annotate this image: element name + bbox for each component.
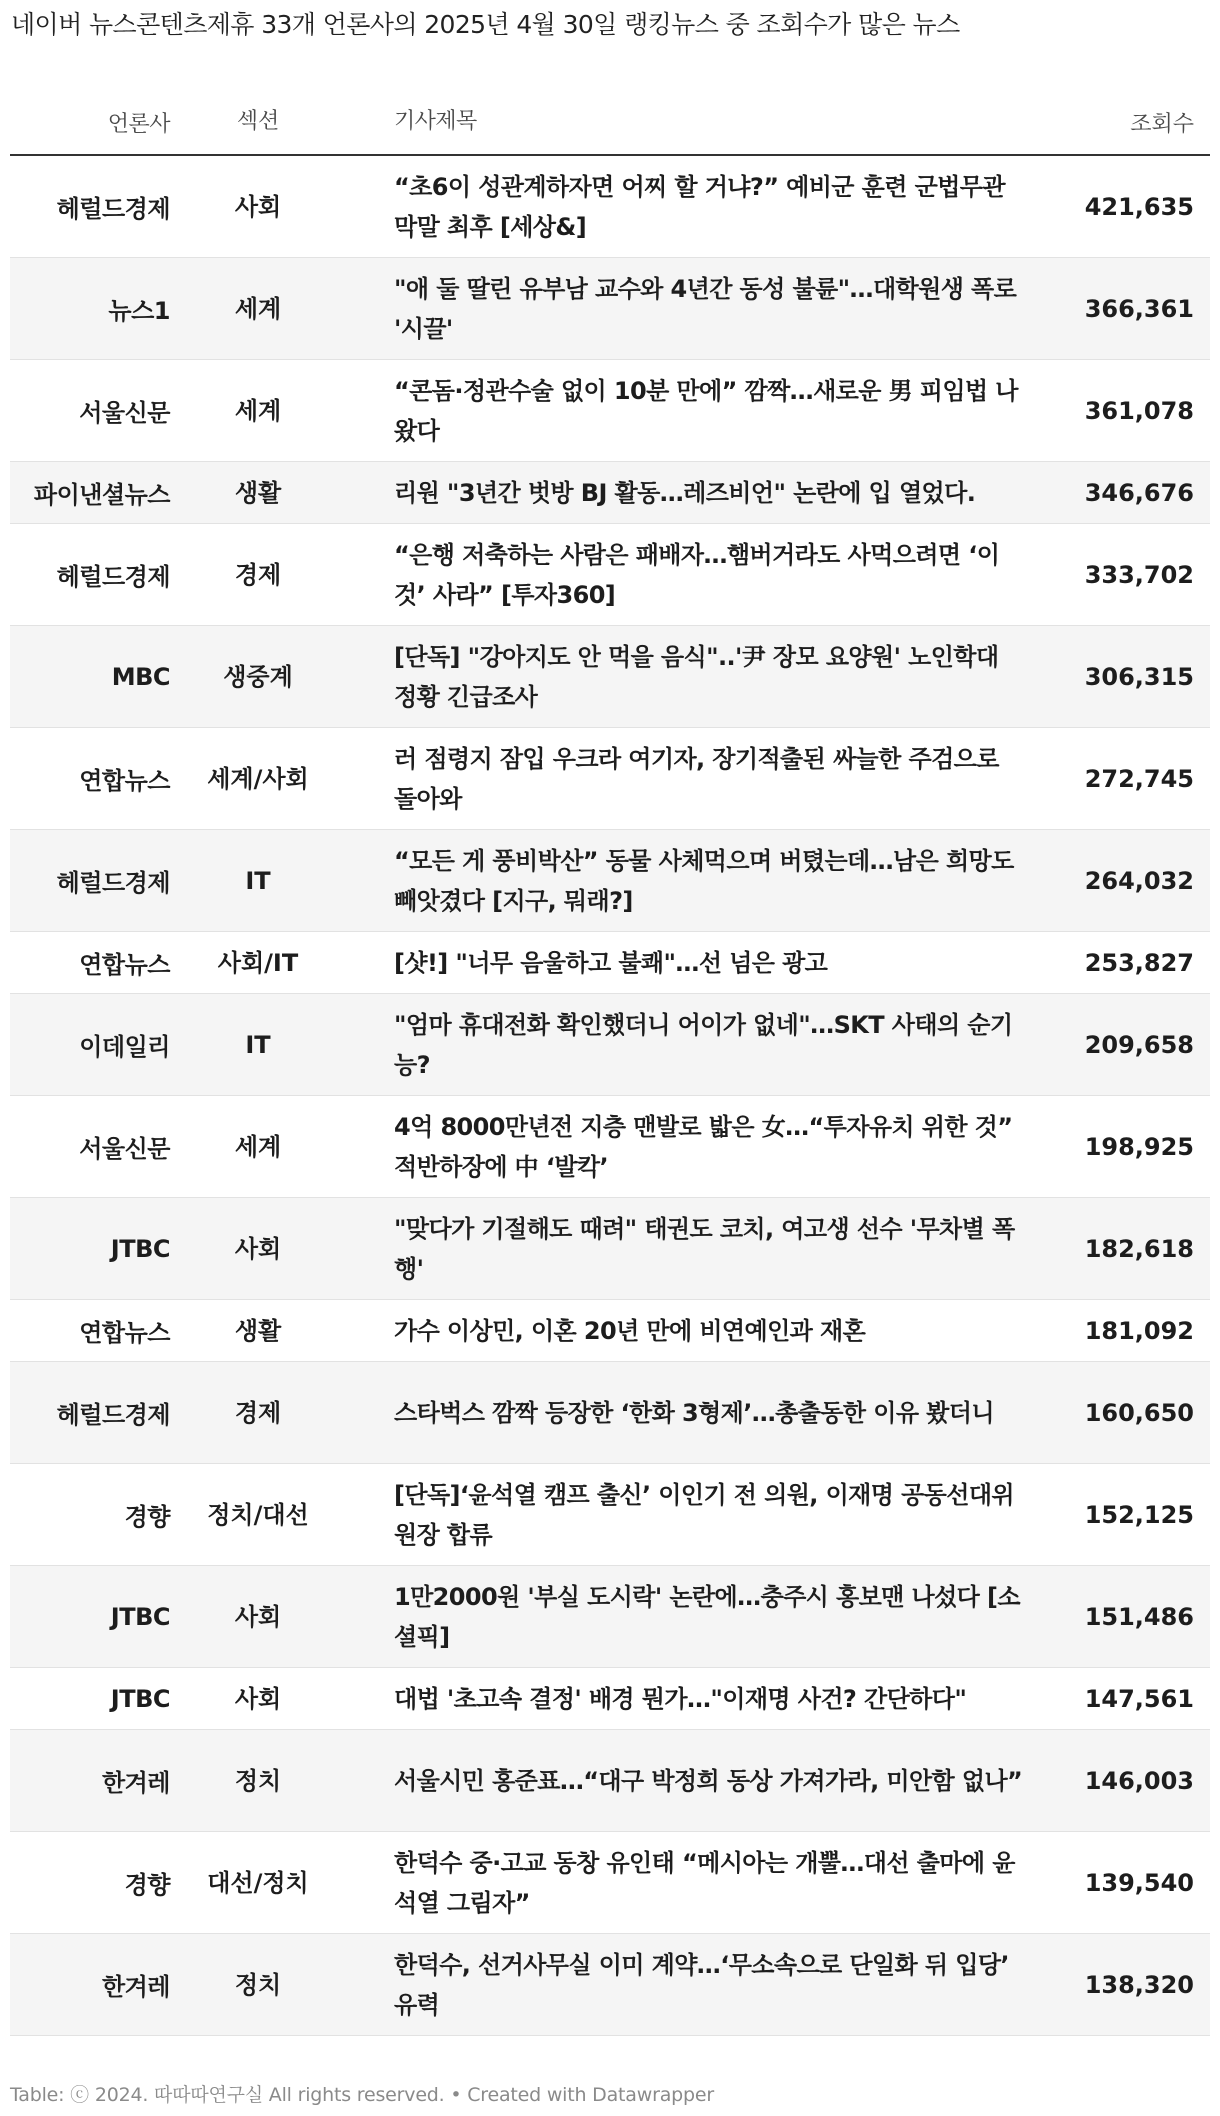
views-cell: 182,618 (1084, 1234, 1194, 1263)
outlet-cell: 경향 (124, 1503, 170, 1531)
header-section[interactable]: 섹션 (236, 109, 280, 134)
ranking-table (10, 90, 1210, 2036)
outlet-cell: 한겨레 (101, 1973, 170, 2001)
table-row (10, 830, 1210, 932)
table-row (10, 1566, 1210, 1668)
outlet-cell: 헤럴드경제 (56, 869, 170, 897)
section-cell: 경제 (234, 1398, 282, 1427)
table-footer: Table: ⓒ 2024. 따따따연구실 All rights reserved. • Created with Datawrapper (10, 2084, 714, 2106)
outlet-cell: 연합뉴스 (79, 767, 170, 795)
table-row (10, 1730, 1210, 1832)
section-cell: 사회/IT (217, 948, 299, 977)
outlet-cell: 이데일리 (79, 1033, 170, 1061)
views-cell: 139,540 (1084, 1868, 1194, 1897)
views-cell: 264,032 (1084, 866, 1194, 895)
table-row (10, 1668, 1210, 1730)
article-title-cell: 스타벅스 깜짝 등장한 ‘한화 3형제’…총출동한 이유 봤더니 (394, 1398, 994, 1427)
table-row (10, 462, 1210, 524)
article-title-cell: [단독] "강아지도 안 먹을 음식"..'尹 장모 요양원' 노인학대 정황 긴급조사 (394, 642, 999, 711)
header-article-title[interactable]: 기사제목 (394, 109, 477, 134)
table-row (10, 1300, 1210, 1362)
header-views[interactable]: 조회수 (1130, 111, 1194, 137)
article-title-cell: 서울시민 홍준표…“대구 박정희 동상 가져가라, 미안함 없나” (394, 1766, 1023, 1795)
section-cell: 경제 (234, 560, 282, 589)
views-cell: 160,650 (1084, 1398, 1194, 1427)
table-row (10, 1362, 1210, 1464)
views-cell: 147,561 (1084, 1684, 1194, 1713)
section-cell: 세계 (234, 1132, 282, 1161)
section-cell: 정치 (234, 1970, 282, 1999)
section-cell: 생중계 (223, 662, 293, 691)
outlet-cell: MBC (111, 662, 170, 691)
section-cell: IT (245, 866, 271, 895)
article-title-cell: 리원 "3년간 벗방 BJ 활동…레즈비언" 논란에 입 열었다. (394, 478, 976, 507)
section-cell: 대선/정치 (207, 1868, 309, 1897)
outlet-cell: 연합뉴스 (79, 951, 170, 979)
section-cell: 세계 (234, 396, 282, 425)
outlet-cell: JTBC (110, 1602, 170, 1631)
article-title-cell: 4억 8000만년전 지층 맨발로 밟은 女…“투자유치 위한 것” 적반하장에 中 ‘발칵’ (394, 1112, 1013, 1181)
article-title-cell: 가수 이상민, 이혼 20년 만에 비연예인과 재혼 (394, 1316, 866, 1345)
table-body (10, 156, 1210, 2036)
views-cell: 253,827 (1084, 948, 1194, 977)
article-title-cell: "엄마 휴대전화 확인했더니 어이가 없네"…SKT 사태의 순기능? (394, 1010, 1013, 1079)
article-title-cell: 1만2000원 '부실 도시락' 논란에…충주시 홍보맨 나섰다 [소셜픽] (394, 1582, 1020, 1651)
article-title-cell: “콘돔·정관수술 없이 10분 만에” 깜짝…새로운 男 피임법 나왔다 (394, 376, 1018, 445)
section-cell: 사회 (234, 192, 282, 221)
article-title-cell: “초6이 성관계하자면 어찌 할 거냐?” 예비군 훈련 군법무관 막말 최후 [세상&] (394, 172, 1005, 241)
article-title-cell: “은행 저축하는 사람은 패배자…햄버거라도 사먹으려면 ‘이것’ 사라” [투자360] (394, 540, 1000, 609)
section-cell: 사회 (234, 1684, 282, 1713)
table-header (10, 90, 1210, 156)
article-title-cell: "애 둘 딸린 유부남 교수와 4년간 동성 불륜"…대학원생 폭로 '시끌' (394, 274, 1017, 343)
views-cell: 346,676 (1084, 478, 1194, 507)
article-title-cell: 러 점령지 잠입 우크라 여기자, 장기적출된 싸늘한 주검으로 돌아와 (394, 744, 999, 813)
section-cell: 생활 (234, 1316, 282, 1345)
table-row (10, 626, 1210, 728)
article-title-cell: "맞다가 기절해도 때려" 태권도 코치, 여고생 선수 '무차별 폭행' (394, 1214, 1015, 1283)
outlet-cell: 헤럴드경제 (56, 563, 170, 591)
outlet-cell: 헤럴드경제 (56, 1401, 170, 1429)
article-title-cell: 한덕수, 선거사무실 이미 계약…‘무소속으로 단일화 뒤 입당’ 유력 (394, 1950, 1009, 2019)
section-cell: 세계/사회 (207, 764, 309, 793)
views-cell: 209,658 (1084, 1030, 1194, 1059)
article-title-cell: 대법 '초고속 결정' 배경 뭔가…"이재명 사건? 간단하다" (394, 1684, 967, 1713)
views-cell: 421,635 (1084, 192, 1194, 221)
section-cell: 사회 (234, 1602, 282, 1631)
views-cell: 306,315 (1084, 662, 1194, 691)
table-row (10, 360, 1210, 462)
section-cell: 생활 (234, 478, 282, 507)
table-row (10, 258, 1210, 360)
outlet-cell: 경향 (124, 1871, 170, 1899)
section-cell: IT (245, 1030, 271, 1059)
table-row (10, 1832, 1210, 1934)
table-row (10, 994, 1210, 1096)
views-cell: 181,092 (1084, 1316, 1194, 1345)
section-cell: 정치 (234, 1766, 282, 1795)
outlet-cell: JTBC (110, 1684, 170, 1713)
table-row (10, 1198, 1210, 1300)
table-row (10, 932, 1210, 994)
chart-title: 네이버 뉴스콘텐츠제휴 33개 언론사의 2025년 4월 30일 랭킹뉴스 중 조회수가 많은 뉴스 (11, 10, 960, 39)
table-row (10, 1096, 1210, 1198)
table-row (10, 524, 1210, 626)
outlet-cell: 한겨레 (101, 1769, 170, 1797)
table-row (10, 1934, 1210, 2036)
views-cell: 272,745 (1084, 764, 1194, 793)
views-cell: 151,486 (1084, 1602, 1194, 1631)
outlet-cell: JTBC (110, 1234, 170, 1263)
table-row (10, 156, 1210, 258)
section-cell: 세계 (234, 294, 282, 323)
views-cell: 152,125 (1084, 1500, 1194, 1529)
views-cell: 333,702 (1084, 560, 1194, 589)
outlet-cell: 연합뉴스 (79, 1319, 170, 1347)
section-cell: 정치/대선 (207, 1500, 309, 1529)
views-cell: 146,003 (1084, 1766, 1194, 1795)
views-cell: 198,925 (1084, 1132, 1194, 1161)
article-title-cell: [샷!] "너무 음울하고 불쾌"…선 넘은 광고 (394, 948, 828, 977)
views-cell: 361,078 (1084, 396, 1194, 425)
article-title-cell: 한덕수 중·고교 동창 유인태 “메시아는 개뿔…대선 출마에 윤석열 그림자” (394, 1848, 1015, 1917)
outlet-cell: 서울신문 (79, 1135, 170, 1163)
article-title-cell: “모든 게 풍비박산” 동물 사체먹으며 버텼는데…남은 희망도 빼앗겼다 [지구, 뭐래?] (394, 846, 1014, 915)
views-cell: 366,361 (1084, 294, 1194, 323)
outlet-cell: 헤럴드경제 (56, 195, 170, 223)
article-title-cell: [단독]‘윤석열 캠프 출신’ 이인기 전 의원, 이재명 공동선대위원장 합류 (394, 1480, 1015, 1549)
outlet-cell: 뉴스1 (108, 297, 170, 325)
header-outlet[interactable]: 언론사 (107, 111, 170, 137)
outlet-cell: 서울신문 (79, 399, 170, 427)
section-cell: 사회 (234, 1234, 282, 1263)
table-row (10, 1464, 1210, 1566)
views-cell: 138,320 (1084, 1970, 1194, 1999)
table-row (10, 728, 1210, 830)
outlet-cell: 파이낸셜뉴스 (33, 481, 170, 509)
